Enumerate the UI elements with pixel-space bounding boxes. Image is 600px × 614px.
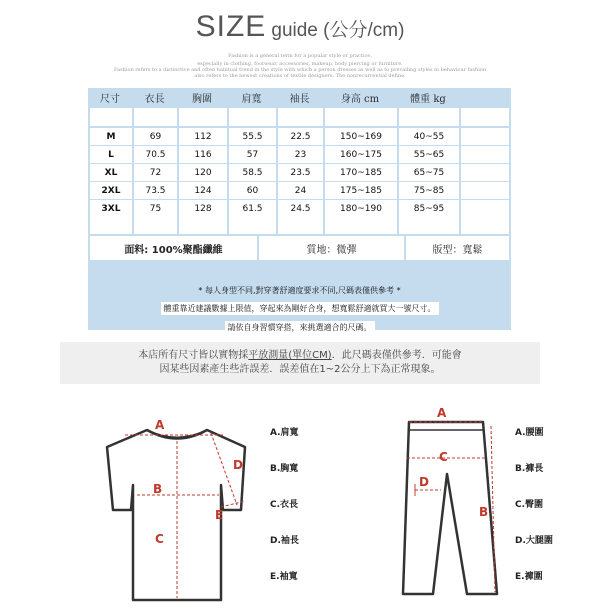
table-cell	[278, 216, 323, 234]
measurement-disclaimer	[60, 342, 540, 384]
disclaimer-underlined: 平放測量(單位CM)	[248, 350, 332, 361]
table-row	[88, 146, 511, 164]
table-cell: 57	[229, 146, 276, 163]
table-cell	[134, 216, 177, 234]
table-cell: 116	[179, 146, 227, 163]
label-b: B	[153, 482, 163, 496]
table-cell	[461, 146, 509, 163]
table-cell: 61.5	[229, 200, 276, 217]
pants-legend-e: E.褲圍	[515, 572, 543, 582]
table-cell: 23.5	[278, 164, 323, 181]
pants-legend-c: C.臀圍	[515, 500, 544, 510]
table-spacer-row	[88, 216, 511, 234]
label-c: C	[155, 532, 164, 546]
measure-line-b	[491, 426, 495, 592]
table-cell	[399, 108, 459, 126]
title-sub: guide (公分/cm)	[271, 20, 405, 41]
table-cell: 69	[134, 128, 177, 145]
label-d: D	[419, 475, 429, 489]
table-cell	[90, 108, 132, 126]
table-cell: 112	[179, 128, 227, 145]
shirt-legend-a: A.肩寬	[270, 428, 299, 438]
table-cell: 128	[179, 200, 227, 217]
label-b: B	[479, 505, 489, 519]
size-label-cell: 3XL	[90, 200, 132, 217]
header-length: 衣長	[144, 93, 165, 105]
table-cell	[461, 182, 509, 199]
table-cell	[278, 108, 323, 126]
table-cell: 85~95	[399, 200, 459, 217]
disclaimer-text: 因某些因素產生些許誤差．誤差值在1~2公分上下為正常現象。	[159, 364, 441, 375]
size-label-cell: XL	[90, 164, 132, 181]
fine-print-line: Fashion is a general term for a popular style or practice,	[228, 53, 372, 59]
size-label-cell: L	[90, 146, 132, 163]
note-line: 體重靠近建議數據上限值，穿起來為剛好合身，想寬鬆舒適就買大一號尺寸。	[161, 302, 439, 315]
table-cell: 180~190	[325, 200, 397, 217]
table-cell: 24.5	[278, 200, 323, 217]
shirt-legend-c: C.衣長	[270, 500, 299, 510]
size-label-cell: 2XL	[90, 182, 132, 199]
disclaimer-text: ．此尺碼表僅供參考．可能會	[331, 350, 462, 361]
shirt-legend-e: E.袖寬	[270, 572, 298, 582]
table-cell: 58.5	[229, 164, 276, 181]
table-cell	[461, 128, 509, 145]
size-guide-title	[0, 10, 600, 44]
pants-legend-d: D.大腿圍	[515, 536, 553, 546]
fine-print-line: also refers to the newest creations of textile designers. The nonrecurrential define.	[194, 73, 406, 79]
table-cell	[229, 216, 276, 234]
table-cell: 120	[179, 164, 227, 181]
table-row	[88, 128, 511, 146]
fine-print-line: Fashion refers to a distinctive and often habitual trend in the style with which a person dresses as well as to prevailing styles in behaviour fashion	[113, 67, 487, 73]
table-cell	[325, 108, 397, 126]
table-cell	[325, 216, 397, 234]
size-label-cell: M	[90, 128, 132, 145]
label-e: E	[215, 508, 224, 522]
table-cell: 55.5	[229, 128, 276, 145]
pants-diagram	[395, 404, 505, 604]
table-cell: 70.5	[134, 146, 177, 163]
title-main: SIZE	[195, 10, 267, 43]
texture-info: 質地：微彈	[259, 236, 404, 260]
pants-legend-b: B.褲長	[515, 464, 544, 474]
table-cell	[229, 108, 276, 126]
table-cell: 65~75	[399, 164, 459, 181]
table-cell	[461, 164, 509, 181]
label-a: A	[155, 418, 165, 432]
table-cell	[461, 200, 509, 217]
note-line: * 每人身型不同,對穿著舒適度要求不同,尺碼表僅供參考 *	[198, 286, 401, 295]
table-cell	[461, 108, 509, 126]
table-cell	[134, 108, 177, 126]
shirt-diagram	[95, 415, 265, 605]
fabric-info: 面料: 100%聚酯纖維	[90, 236, 257, 260]
header-chest: 胸圍	[192, 93, 212, 105]
disclaimer-text: 本店所有尺寸皆以實物採	[138, 350, 249, 361]
header-sleeve: 袖長	[289, 93, 310, 105]
header-size: 尺寸	[100, 93, 120, 105]
size-table	[88, 88, 511, 330]
table-cell	[90, 216, 132, 234]
fine-print-line: especially in clothing, footwear, accessories, makeup, body piercing or furniture.	[197, 61, 403, 67]
table-cell: 170~185	[325, 164, 397, 181]
table-cell	[179, 108, 227, 126]
table-cell: 22.5	[278, 128, 323, 145]
table-cell	[179, 216, 227, 234]
note-line: 請依自身習慣穿搭，來挑選適合的尺碼。	[225, 321, 375, 334]
table-cell: 150~169	[325, 128, 397, 145]
header-shoulder: 肩寬	[241, 93, 262, 105]
table-row	[88, 164, 511, 182]
table-cell: 23	[278, 146, 323, 163]
shirt-outline	[107, 430, 245, 600]
table-cell	[399, 216, 459, 234]
table-cell: 124	[179, 182, 227, 199]
header-weight: 體重 kg	[410, 93, 446, 105]
table-cell: 55~65	[399, 146, 459, 163]
shirt-legend-d: D.袖長	[270, 536, 299, 546]
table-row	[88, 182, 511, 200]
header-height: 身高 cm	[340, 93, 380, 105]
table-cell: 73.5	[134, 182, 177, 199]
table-cell: 40~55	[399, 128, 459, 145]
table-cell	[461, 216, 509, 234]
pants-legend-a: A.腰圍	[515, 428, 544, 438]
label-c: C	[439, 450, 448, 464]
shirt-legend-b: B.胸寬	[270, 464, 299, 474]
label-a: A	[437, 406, 447, 420]
table-cell: 75~85	[399, 182, 459, 199]
table-cell: 24	[278, 182, 323, 199]
table-spacer-row	[88, 108, 511, 126]
fit-info: 版型：寬鬆	[406, 236, 509, 260]
label-d: D	[233, 458, 243, 472]
table-cell: 160~175	[325, 146, 397, 163]
table-cell: 75	[134, 200, 177, 217]
table-cell: 175~185	[325, 182, 397, 199]
table-cell: 60	[229, 182, 276, 199]
table-cell: 72	[134, 164, 177, 181]
